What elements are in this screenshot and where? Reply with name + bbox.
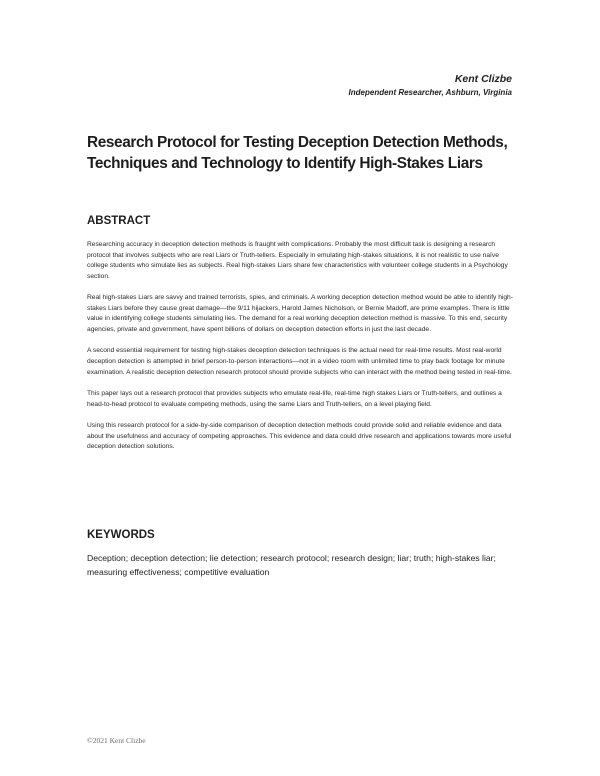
keywords-heading: KEYWORDS: [87, 529, 155, 541]
author-affiliation: Independent Researcher, Ashburn, Virginia: [348, 88, 512, 97]
author-block: [349, 72, 512, 100]
abstract-paragraph: Researching accuracy in deception detection methods is fraught with complications. Probably the most difficult task is designing a research protocol that involves subjects who are real Liars or Truth-tellers. Especially in emulating high-stakes situations, it is not realistic to use naïve college students who simulate lies as subjects. Real high-stakes Liars share few characteristics with volunteer college students in a Psychology section.: [87, 241, 508, 280]
keywords-list: Deception; deception detection; lie detection; research protocol; research design; liar; truth; high-stakes liar; measuring effectiveness; competitive evaluation: [87, 553, 496, 577]
author-name: Kent Clizbe: [454, 73, 512, 85]
abstract-paragraph: Real high-stakes Liars are savvy and trained terrorists, spies, and criminals. A working deception detection method would be able to identify high-stakes Liars before they cause great damage—the 9/11 hijackers, Harold James Nicholson, or Bernie Madoff, are prime examples. There is little value in identifying college students simulating lies. The demand for a real working deception detection method is massive. To this end, security agencies, private and government, have spent billions of dollars on deception detection efforts in just the last decade.: [87, 294, 513, 333]
abstract-paragraph: Using this research protocol for a side-by-side comparison of deception detection methods could provide solid and reliable evidence and data about the usefulness and accuracy of competing approaches. This evidence and data could drive research and applications towards more useful deception detection solutions.: [87, 421, 512, 451]
copyright-footer: ©2021 Kent Clizbe: [87, 736, 146, 745]
abstract-body: [87, 240, 515, 463]
paper-title: Research Protocol for Testing Deception Detection Methods, Techniques and Technology to Identify High-Stakes Liars: [87, 134, 508, 172]
abstract-paragraph: A second essential requirement for testing high-stakes deception detection techniques is the actual need for real-time results. Most real-world deception detection is attempted in brief person-to-person interactions—not in a video room with unlimited time to play back footage for minute examination. A realistic deception detection research protocol should provide subjects who can interact with the method being tested in real-time.: [87, 347, 512, 376]
abstract-paragraph: This paper lays out a research protocol that provides subjects who emulate real-life, real-time high stakes Liars or Truth-tellers, and outlines a head-to-head protocol to evaluate competing methods, using the same Liars and Truth-tellers, on a level playing field.: [87, 389, 502, 408]
abstract-heading: ABSTRACT: [87, 215, 151, 227]
